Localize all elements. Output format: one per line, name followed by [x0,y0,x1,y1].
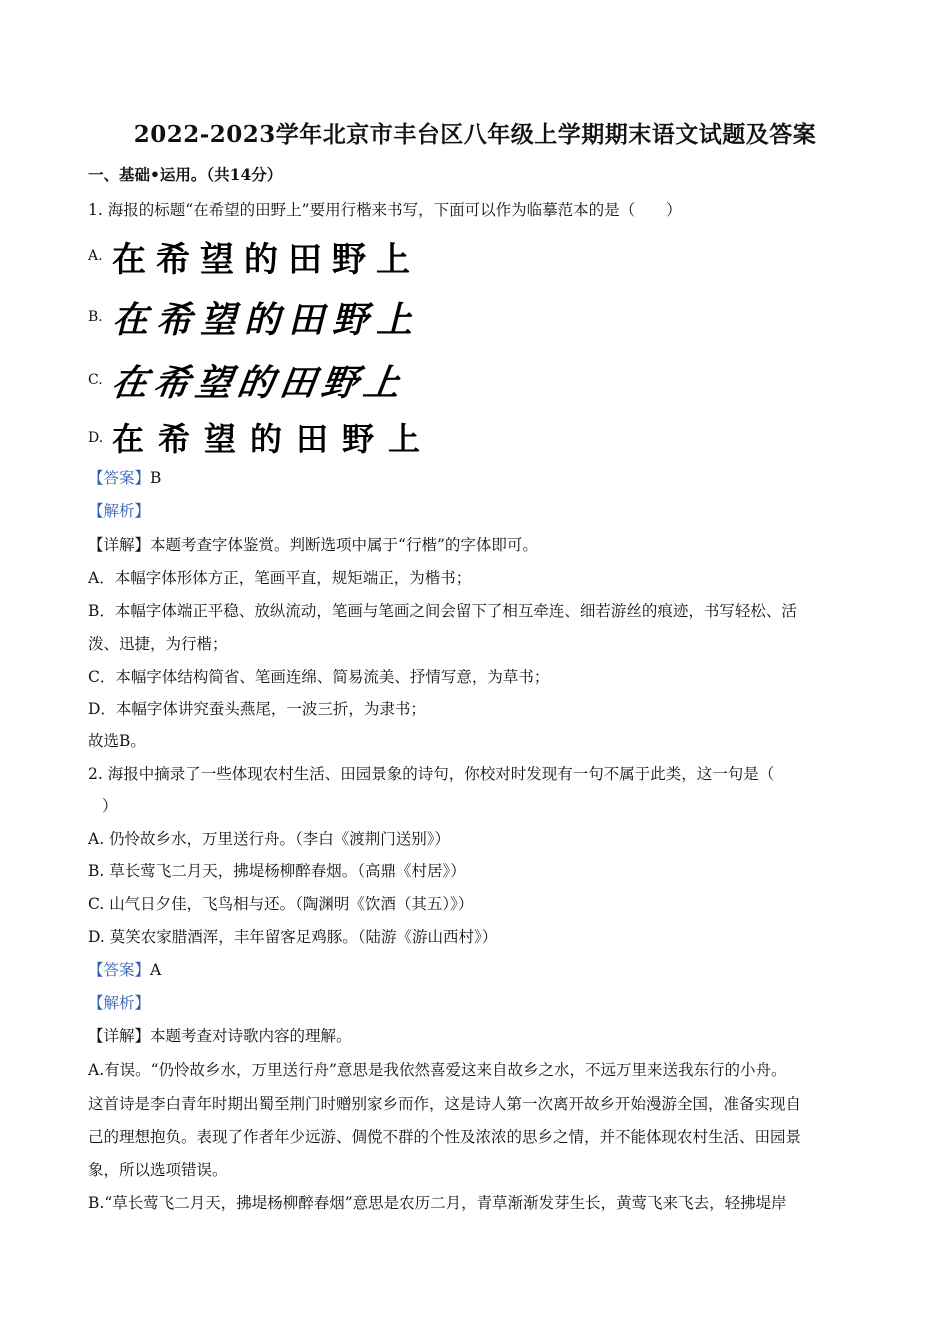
q1-detail-line: B．本幅字体端正平稳、放纵流动，笔画与笔画之间会留下了相互牵连、细若游丝的痕迹，书写轻松、活 [88,602,797,620]
q2-detail-line: 象，所以选项错误。 [88,1161,228,1179]
answer-value: B [150,469,162,487]
q1-option-b-calligraphy: 在希望的田野上 [112,299,421,341]
q1-detail [88,535,868,555]
q2-option-b: B. 草长莺飞二月天，拂堤杨柳醉春烟。（高鼎《村居》） [88,862,466,880]
q2-detail-line: A.有误。“仍怜故乡水，万里送行舟”意思是我依然喜爱这来自故乡之水，不远万里来送我东行的小舟。 [88,1061,787,1079]
detail-tag: 【详解】 [88,536,151,554]
q1-detail-line: 泼、迅捷，为行楷； [88,635,228,653]
q1-option-d-label: D. [88,430,104,446]
q2-detail [88,1026,868,1046]
q2-answer [88,960,868,980]
q2-option-d: D. 莫笑农家腊酒浑，丰年留客足鸡豚。（陆游《游山西村》） [88,928,498,946]
answer-tag: 【答案】 [88,961,151,979]
q2-detail-line: 己的理想抱负。表现了作者年少远游、倜傥不群的个性及浓浓的思乡之情，并不能体现农村生活、田园景 [88,1128,802,1146]
q1-detail-line: D．本幅字体讲究蚕头燕尾，一波三折，为隶书； [88,700,426,718]
q1-option-c-calligraphy: 在希望的田野上 [108,363,409,404]
q1-option-c-label: C. [88,372,103,388]
q2-detail-line: 这首诗是李白青年时期出蜀至荆门时赠别家乡而作，这是诗人第一次离开故乡开始漫游全国，准备实现自 [88,1095,802,1113]
q2-analysis-tag: 【解析】 [88,994,151,1012]
section-heading: 一、基础•运用。（共14分） [88,165,283,184]
q2-option-c: C. 山气日夕佳，飞鸟相与还。（陶渊明《饮酒（其五）》） [88,895,474,913]
q2-detail-line: B.“草长莺飞二月天，拂堤杨柳醉春烟”意思是农历二月，青草渐渐发芽生长，黄莺飞来飞去，轻拂堤岸 [88,1194,787,1212]
q1-detail-line: A．本幅字体形体方正，笔画平直，规矩端正，为楷书； [88,569,472,587]
question-1-stem: 1. 海报的标题“在希望的田野上”要用行楷来书写，下面可以作为临摹范本的是（ ） [88,201,682,219]
question-2-stem: 2. 海报中摘录了一些体现农村生活、田园景象的诗句，你校对时发现有一句不属于此类，这一句是（ [88,765,775,783]
q1-answer [88,468,868,488]
detail-text: 本题考查字体鉴赏。判断选项中属于“行楷”的字体即可。 [150,536,538,554]
q2-option-a: A. 仍怜故乡水，万里送行舟。（李白《渡荆门送别》） [88,830,451,848]
question-2-stem-end: ） [102,797,118,815]
detail-tag: 【详解】 [88,1027,151,1045]
q1-option-a-calligraphy: 在希望的田野上 [112,240,420,280]
q1-detail-line: C．本幅字体结构简省、笔画连绵、简易流美、抒情写意，为草书； [88,668,550,686]
q1-analysis-tag: 【解析】 [88,502,151,520]
q1-option-a-label: A. [88,248,103,264]
answer-value: A [150,961,162,979]
page-title: 2022-2023学年北京市丰台区八年级上学期期末语文试题及答案 [133,121,817,148]
answer-tag: 【答案】 [88,469,151,487]
q1-option-b-label: B. [88,309,103,325]
q1-option-d-calligraphy: 在希望的田野上 [112,420,435,458]
q1-conclusion: 故选B。 [88,732,146,750]
detail-text: 本题考查对诗歌内容的理解。 [150,1027,352,1045]
